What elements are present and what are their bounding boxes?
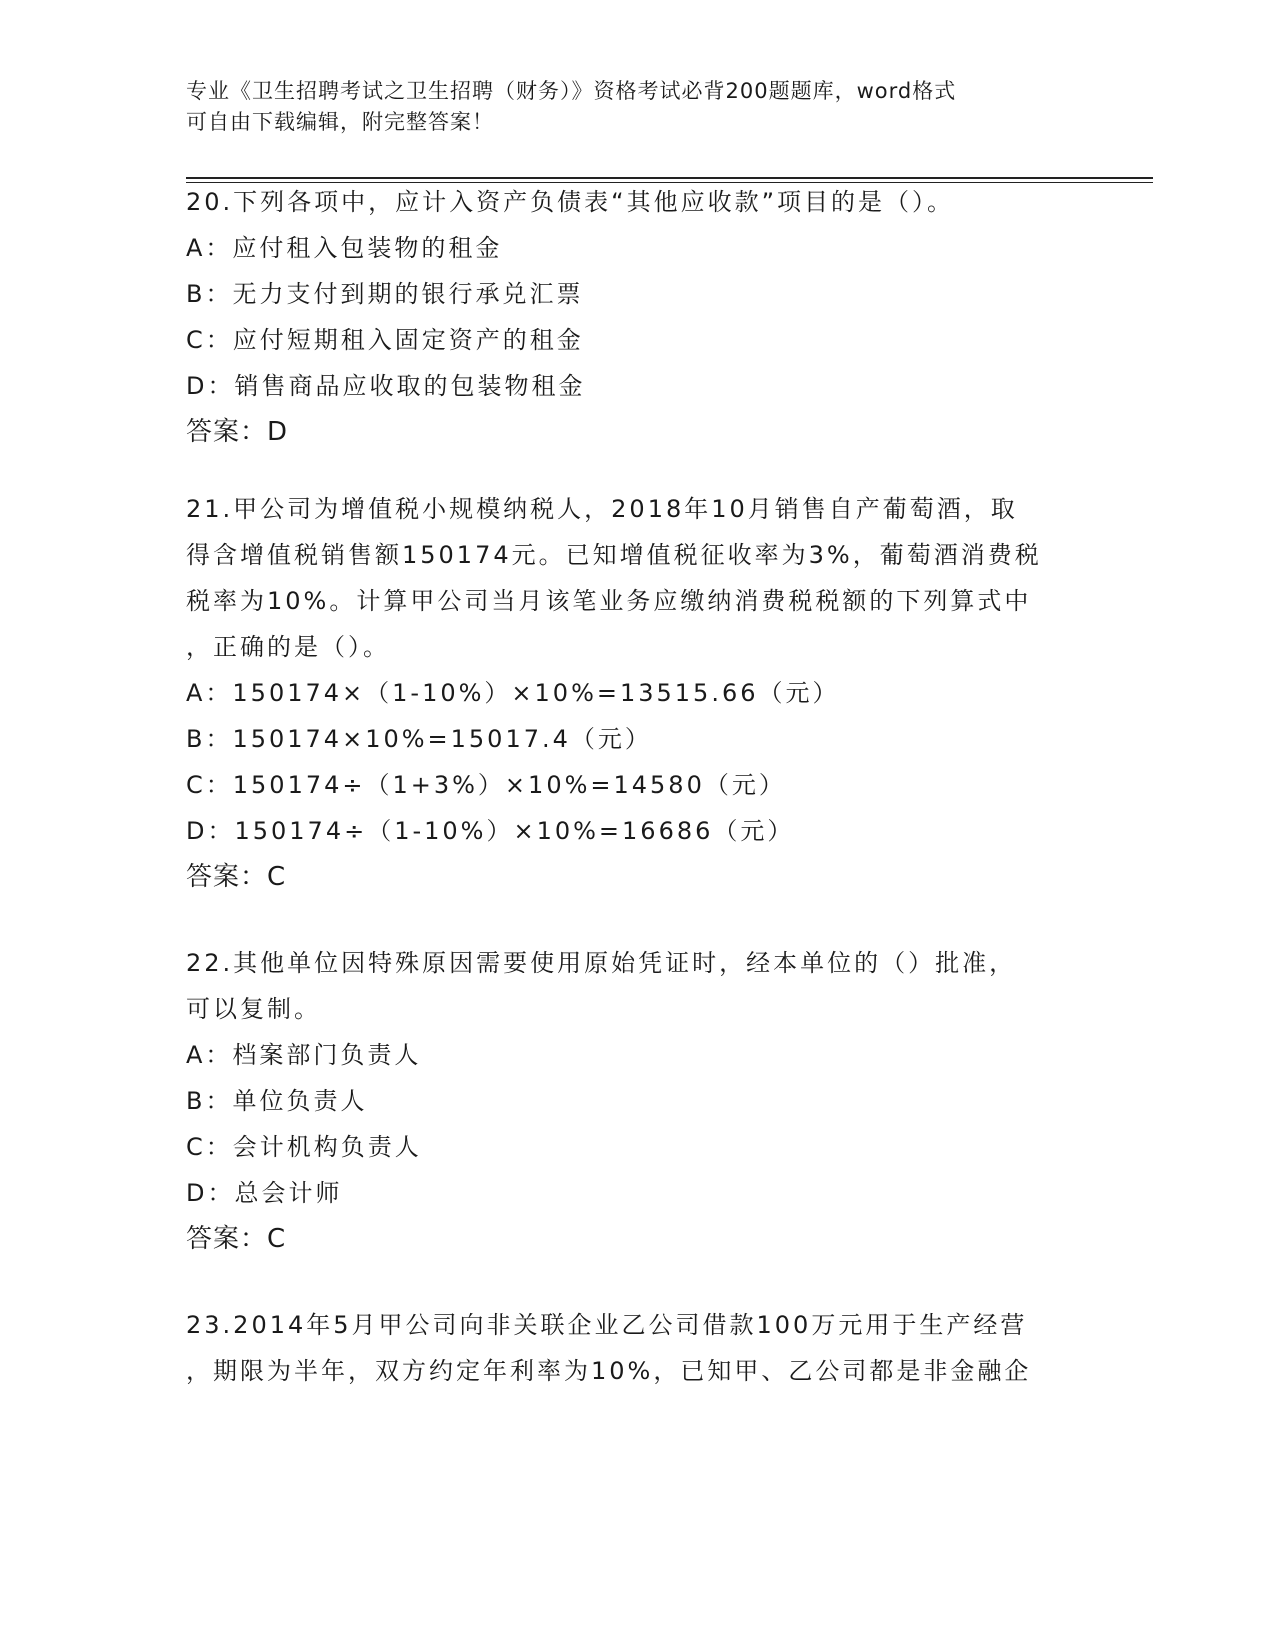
answer-label: 答案：C [186,1224,287,1254]
question-20 [186,179,1086,455]
option-a: A：档案部门负责人 [186,1041,422,1069]
option-c: C：应付短期租入固定资产的租金 [186,326,584,354]
question-stem: ，期限为半年，双方约定年利率为10%，已知甲、乙公司都是非金融企 [186,1357,1032,1385]
option-a: A：150174×（1-10%）×10%=13515.66（元） [186,679,840,707]
option-a: A：应付租入包装物的租金 [186,234,503,262]
option-d: D：150174÷（1-10%）×10%=16686（元） [186,817,795,845]
question-stem: 21.甲公司为增值税小规模纳税人，2018年10月销售自产葡萄酒，取 [186,495,1018,523]
option-b: B：150174×10%=15017.4（元） [186,725,652,753]
question-21 [186,486,1086,900]
question-stem: ，正确的是（）。 [186,633,390,661]
question-stem: 税率为10%。计算甲公司当月该笔业务应缴纳消费税税额的下列算式中 [186,587,1032,615]
question-stem: 20.下列各项中，应计入资产负债表“其他应收款”项目的是（）。 [186,188,955,216]
option-b: B：无力支付到期的银行承兑汇票 [186,280,584,308]
question-22 [186,940,1086,1262]
option-c: C：会计机构负责人 [186,1133,422,1161]
question-stem: 23.2014年5月甲公司向非关联企业乙公司借款100万元用于生产经营 [186,1311,1028,1339]
option-c: C：150174÷（1+3%）×10%=14580（元） [186,771,786,799]
question-stem: 22.其他单位因特殊原因需要使用原始凭证时，经本单位的（）批准， [186,949,1017,977]
header-title-line-2: 可自由下载编辑，附完整答案！ [186,110,494,134]
question-stem: 得含增值税销售额150174元。已知增值税征收率为3%，葡萄酒消费税 [186,541,1042,569]
answer-label: 答案：C [186,862,287,892]
answer-label: 答案：D [186,417,289,447]
header-title-line-1: 专业《卫生招聘考试之卫生招聘（财务）》资格考试必背200题题库，word格式 [186,79,957,103]
document-header [186,76,1066,138]
question-23 [186,1302,1086,1394]
option-d: D：总会计师 [186,1179,343,1207]
option-d: D：销售商品应收取的包装物租金 [186,372,586,400]
question-stem: 可以复制。 [186,995,321,1023]
option-b: B：单位负责人 [186,1087,368,1115]
